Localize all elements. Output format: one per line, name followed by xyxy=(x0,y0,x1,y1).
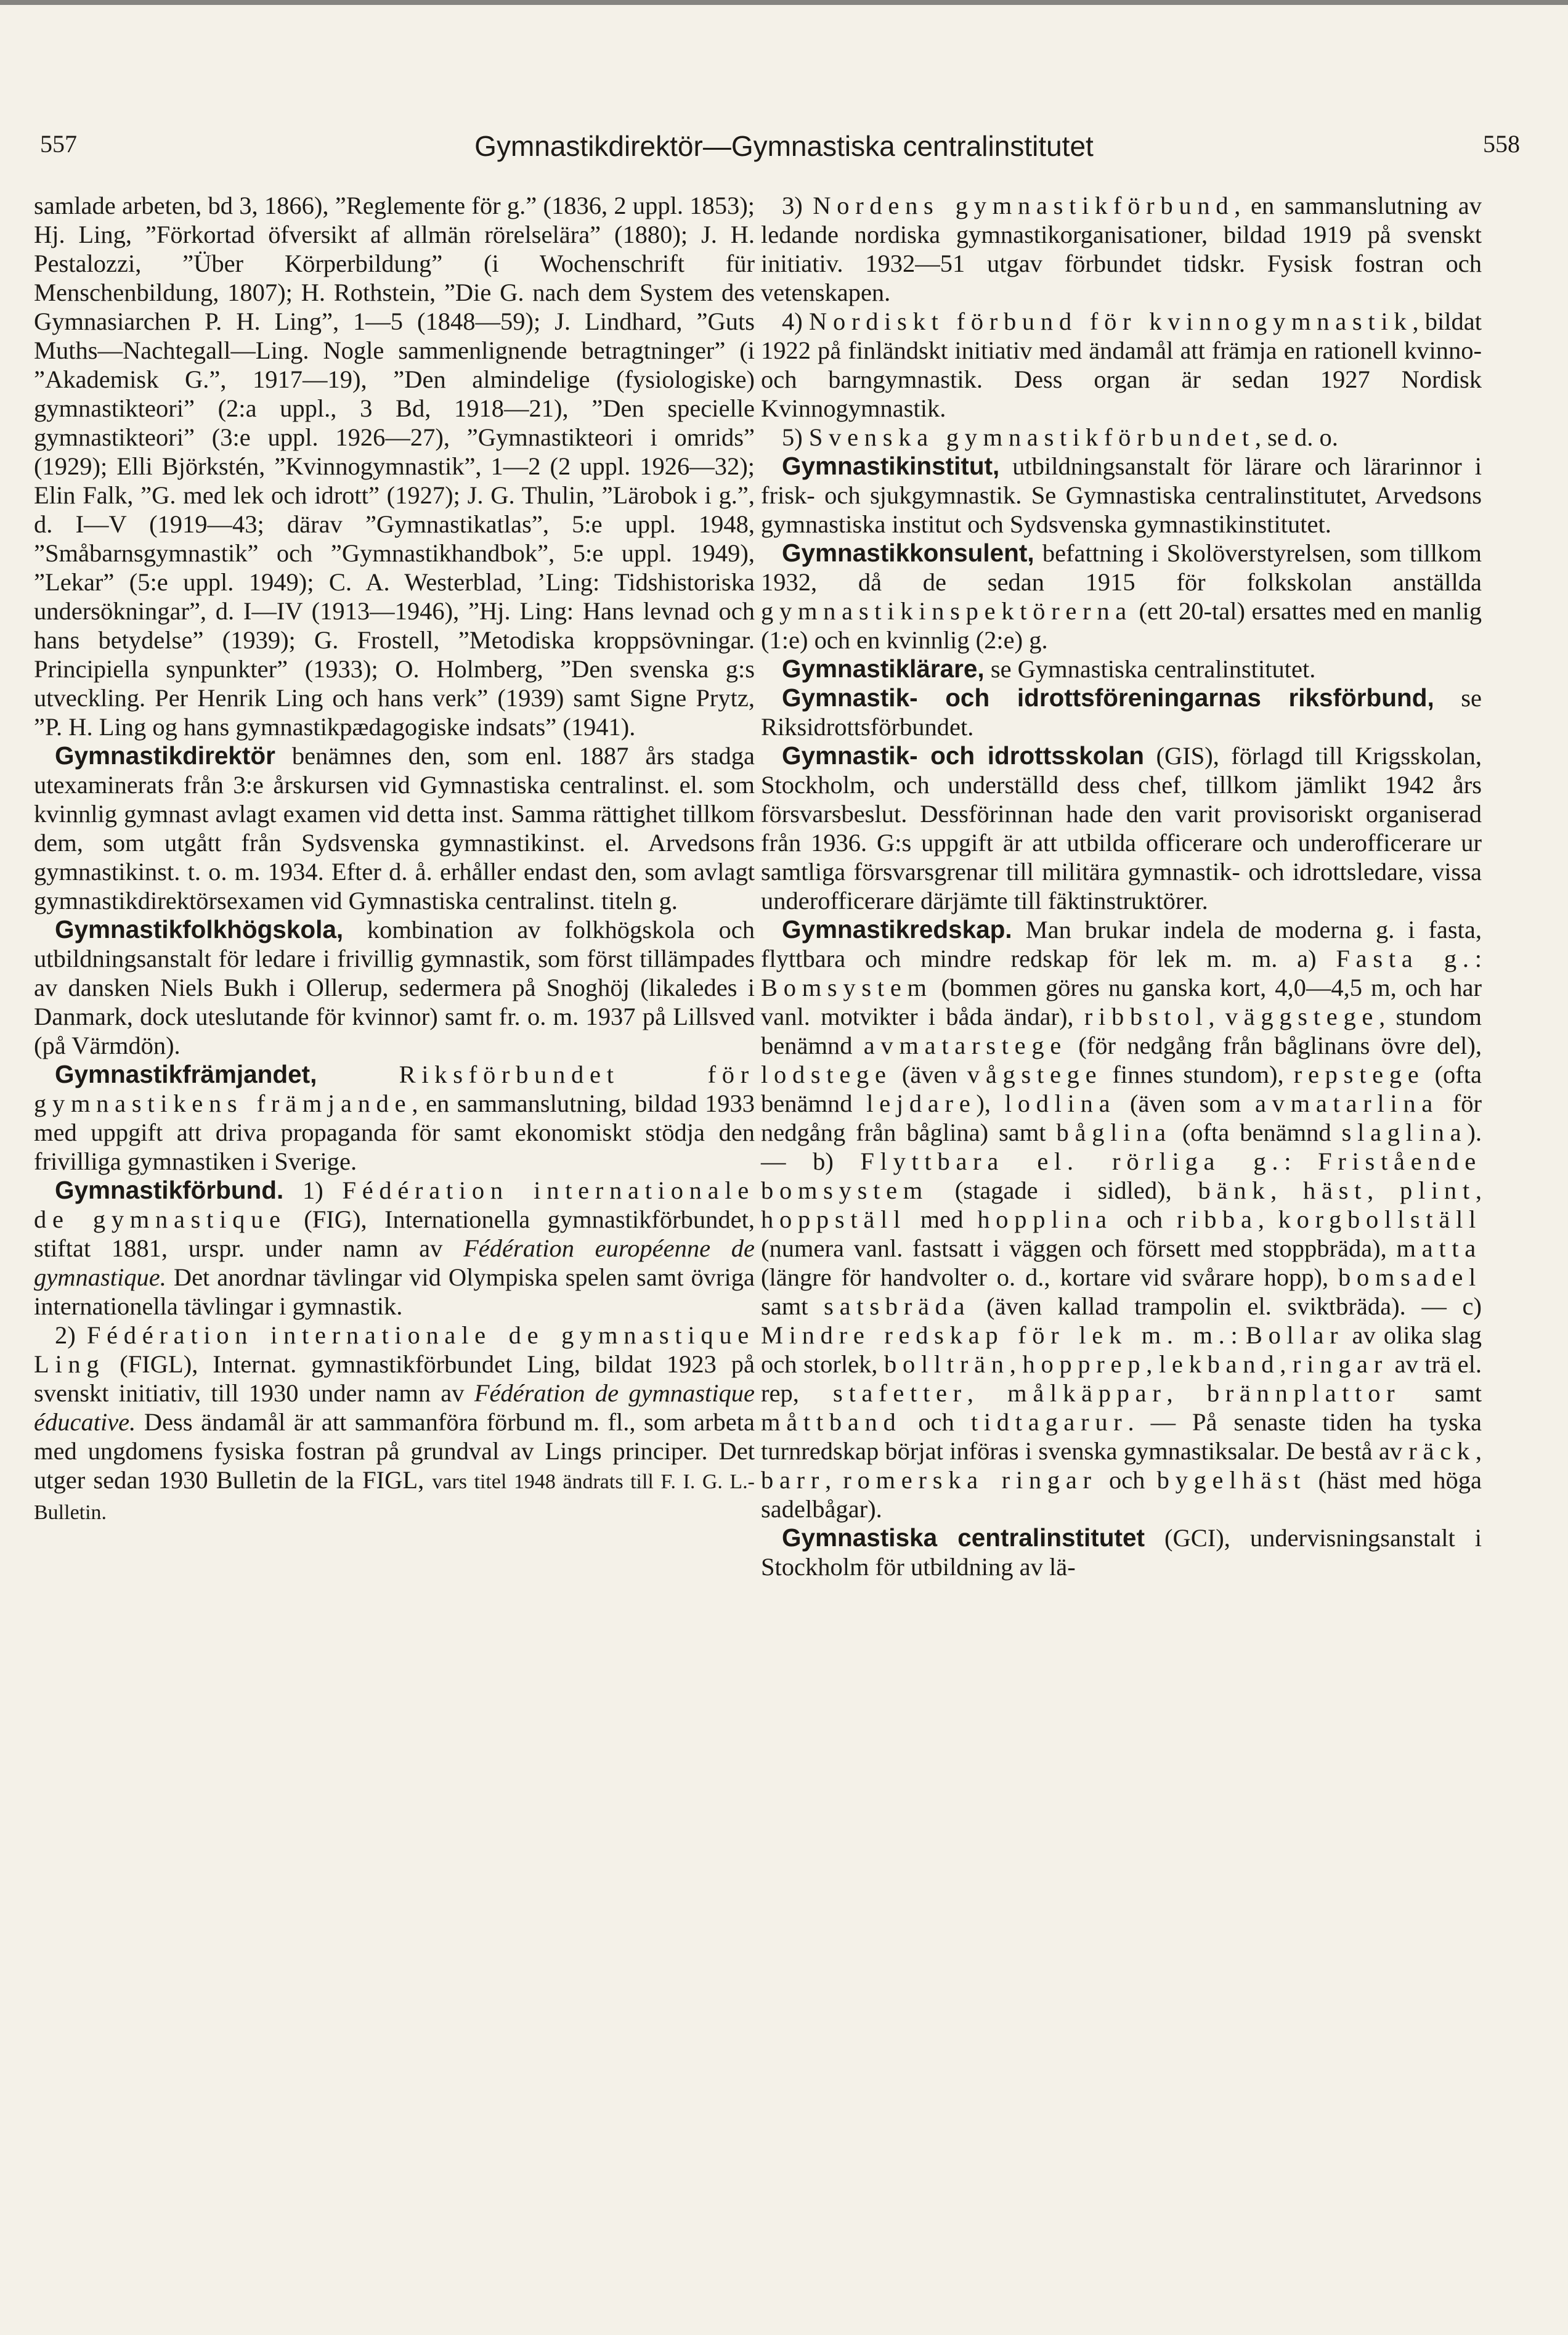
entry-gymnastikforbund-2: 2) Fédération internationale de gymnastique Ling (FIGL), Internat. gymnastikförbundet Ling, bildat 1923 på svenskt initiativ, till 1930 under namn av Fédération de gymnastique éducative. Dess ändamål är att sammanföra förbund m. fl., som arbeta med ungdomens fysiska fostran på grundval av Lings principer. Det utger sedan 1930 Bulletin de la FIGL, vars titel 1948 ändrats till F. I. G. L.-Bulletin. xyxy=(34,1321,755,1524)
entry-gymnastikforbund-5: 5) Svenska gymnastikförbundet, se d. o. xyxy=(782,423,1338,451)
entry-gymnastiska-centralinstitutet: Gymnastiska centralinstitutet (GCI), undervisningsanstalt i Stockholm för utbildning av lä- xyxy=(761,1523,1482,1581)
entry-gymnastikinstitut: Gymnastikinstitut, utbildningsanstalt för lärare och lärarinnor i frisk- och sjukgymnastik. Se Gymnastiska centralinstitutet, Arvedsons gymnastiska institut och Sydsvenska gymnastikinstitutet. xyxy=(761,452,1482,538)
running-title: Gymnastikdirektör—Gymnastiska centralinstitutet xyxy=(474,130,1094,162)
page-edge xyxy=(0,0,1568,5)
left-column xyxy=(34,191,755,1527)
page-number-left: 557 xyxy=(40,130,77,158)
page-number-right: 558 xyxy=(1483,130,1520,158)
headword: Gymnastikförbund. xyxy=(55,1176,284,1204)
entry-gymnastikkonsulent: Gymnastikkonsulent, befattning i Skolöverstyrelsen, som tillkom 1932, då de sedan 1915 för folkskolan anställda gymnastikinspektörerna (ett 20-tal) ersattes med en manlig (1:e) och en kvinnlig (2:e) g. xyxy=(761,539,1482,654)
headword: Gymnastiklärare, xyxy=(782,654,985,683)
right-column xyxy=(761,191,1482,1581)
headword: Gymnastik- och idrottsföreningarnas riksförbund, xyxy=(782,683,1434,712)
entry-gymnastiklarare: Gymnastiklärare, se Gymnastiska centralinstitutet. xyxy=(782,654,1316,683)
headword: Gymnastikfrämjandet, xyxy=(55,1060,317,1088)
entry-gymnastikframjandet: Gymnastikfrämjandet, Riksförbundet för gymnastikens främjande, en sammanslutning, bildad 1933 med uppgift att driva propaganda för samt ekonomiskt stödja den frivilliga gymnastiken i Sverige. xyxy=(34,1060,755,1175)
headword: Gymnastikredskap. xyxy=(782,915,1012,943)
running-header xyxy=(0,129,1568,179)
entry-gymnastikforbund-3: 3) Nordens gymnastikförbund, en sammanslutning av ledande nordiska gymnastikorganisationer, bildad 1919 på svenskt initiativ. 1932—51 utgav förbundet tidskr. Fysisk fostran och vetenskapen. xyxy=(761,192,1482,306)
bibliography-continuation: samlade arbeten, bd 3, 1866), ”Reglemente för g.” (1836, 2 uppl. 1853); Hj. Ling, ”Förkortad öfversikt af allmän rörelselära” (1880); J. H. Pestalozzi, ”Über Körperbildung” (i Wochenschrift für Menschenbildung, 1807); H. Rothstein, ”Die G. nach dem System des Gymnasiarchen P. H. Ling”, 1—5 (1848—59); J. Lindhard, ”Guts Muths—Nachtegall—Ling. Nogle sammenlignende betragtninger” (i ”Akademisk G.”, 1917—19), ”Den almindelige (fysiologiske) gymnastikteori” (2:a uppl., 3 Bd, 1918—21), ”Den specielle gymnastikteori” (3:e uppl. 1926—27), ”Gymnastikteori i omrids” (1929); Elli Björkstén, ”Kvinnogymnastik”, 1—2 (2 uppl. 1926—32); Elin Falk, ”G. med lek och idrott” (1927); J. G. Thulin, ”Lärobok i g.”, d. I—V (1919—43; därav ”Gymnastikatlas”, 5:e uppl. 1948, ”Småbarnsgymnastik” och ”Gymnastikhandbok”, 5:e uppl. 1949), ”Lekar” (5:e uppl. 1949); C. A. Westerblad, ’Ling: Tidshistoriska undersökningar”, d. I—IV (1913—1946), ”Hj. Ling: Hans levnad och hans betydelse” (1939); G. Frostell, ”Metodiska kroppsövningar. Principiella synpunkter” (1933); O. Holmberg, ”Den svenska g:s utveckling. Per Henrik Ling och hans verk” (1939) samt Signe Prytz, ”P. H. Ling og hans gymnastikpædagogiske indsats” (1941). xyxy=(34,192,755,741)
entry-gymnastikforbund: Gymnastikförbund. 1) Fédération internationale de gymnastique (FIG), Internationella gymnastikförbundet, stiftat 1881, urspr. under namn av Fédération européenne de gymnastique. Det anordnar tävlingar vid Olympiska spelen samt övriga internationella tävlingar i gymnastik. xyxy=(34,1176,755,1320)
entry-gymnastikfolkhogskola: Gymnastikfolkhögskola, kombination av folkhögskola och utbildningsanstalt för ledare i frivillig gymnastik, som först tillämpades av dansken Niels Bukh i Ollerup, sedermera på Snoghöj (likaledes i Danmark, dock uteslutande för kvinnor) samt fr. o. m. 1937 på Lillsved (på Värmdön). xyxy=(34,915,755,1059)
entry-idrottsskolan: Gymnastik- och idrottsskolan (GIS), förlagd till Krigsskolan, Stockholm, och underställd dess chef, tillkom jämlikt 1942 års försvarsbeslut. Dessförinnan hade den varit provisoriskt organiserad från 1936. G:s uppgift är att utbilda officerare och underofficerare ur samtliga försvarsgrenar till militära gymnastik- och idrottsledare, vissa underofficerare därjämte till fäktinstruktörer. xyxy=(761,741,1482,915)
headword: Gymnastikinstitut, xyxy=(782,452,1000,480)
entry-idrottsforeningarnas-riksforbund: Gymnastik- och idrottsföreningarnas riksförbund, se Riksidrottsförbundet. xyxy=(761,683,1482,741)
headword: Gymnastikdirektör xyxy=(55,741,275,770)
headword: Gymnastik- och idrottsskolan xyxy=(782,741,1145,770)
headword: Gymnastikkonsulent, xyxy=(782,539,1034,567)
headword: Gymnastikfolkhögskola, xyxy=(55,915,344,943)
entry-gymnastikredskap: Gymnastikredskap. Man brukar indela de moderna g. i fasta, flyttbara och mindre redskap för lek m. m. a) Fasta g.: Bomsystem (bommen göres nu ganska kort, 4,0—4,5 m, och har vanl. motvikter i båda ändar), ribbstol, väggstege, stundom benämnd avmatarstege (för nedgång från båglinans övre del), lodstege (även vågstege finnes stundom), repstege (ofta benämnd lejdare), lodlina (även som avmatarlina för nedgång från båglina) samt båglina (ofta benämnd slaglina). — b) Flyttbara el. rörliga g.: Fristående bomsystem (stagade i sidled), bänk, häst, plint, hoppställ med hopplina och ribba, korgbollställ (numera vanl. fastsatt i väggen och försett med stoppbräda), matta (längre för handvolter o. d., kortare vid svårare hopp), bomsadel samt satsbräda (även kallad trampolin el. sviktbräda). — c) Mindre redskap för lek m. m.: Bollar av olika slag och storlek, bollträn, hopprep, lekband, ringar av trä el. rep, stafetter, målkäppar, brännplattor samt måttband och tidtagarur. — På senaste tiden ha tyska turnredskap börjat införas i svenska gymnastiksalar. De bestå av räck, barr, romerska ringar och bygelhäst (häst med höga sadelbågar). xyxy=(761,915,1482,1523)
entry-gymnastikdirektor: Gymnastikdirektör benämnes den, som enl. 1887 års stadga utexaminerats från 3:e årskursen vid Gymnastiska centralinst. el. som kvinnlig gymnast avlagt examen vid detta inst. Samma rättighet tillkom dem, som utgått från Sydsvenska gymnastikinst. el. Arvedsons gymnastikinst. t. o. m. 1934. Efter d. å. erhåller endast den, som avlagt gymnastikdirektörsexamen vid Gymnastiska centralinst. titeln g. xyxy=(34,741,755,915)
headword: Gymnastiska centralinstitutet xyxy=(782,1523,1145,1552)
entry-gymnastikforbund-4: 4) Nordiskt förbund för kvinnogymnastik, bildat 1922 på finländskt initiativ med ändamål att främja en rationell kvinno- och barngymnastik. Dess organ är sedan 1927 Nordisk Kvinnogymnastik. xyxy=(761,308,1482,422)
